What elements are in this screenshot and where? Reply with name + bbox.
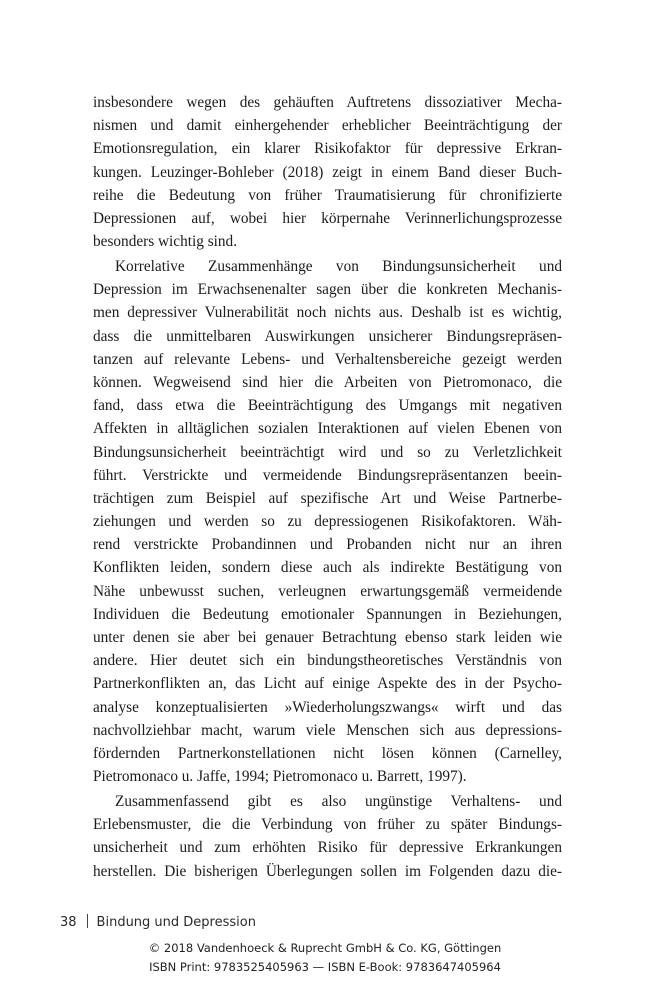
text-line: Depression im Erwachsenenalter sagen über die konkreten Mechanis- bbox=[93, 281, 562, 299]
text-line: insbesondere wegen des gehäuften Auftretens dissoziativer Mecha- bbox=[93, 94, 562, 111]
text-line: Konflikten leiden, sondern diese auch als indirekte Bestätigung von bbox=[93, 559, 562, 577]
text-line: ziehungen und werden so zu depressiogenen Risikofaktoren. Wäh- bbox=[93, 513, 562, 531]
text-line: Nähe unbewusst suchen, verleugnen erwartungsgemäß vermeidende bbox=[93, 582, 562, 600]
text-line: andere. Hier deutet sich ein bindungstheoretisches Verständnis von bbox=[93, 652, 562, 670]
text-line: dass die unmittelbaren Auswirkungen unsicherer Bindungsrepräsen- bbox=[93, 327, 562, 345]
text-line: analyse konzeptualisierten »Wiederholungszwangs« wirft und das bbox=[93, 698, 562, 716]
text-line: fand, dass etwa die Beeinträchtigung des Umgangs mit negativen bbox=[93, 397, 562, 415]
footer-divider bbox=[87, 914, 88, 928]
paragraph-2 bbox=[93, 255, 562, 788]
text-line: kungen. Leuzinger-Bohleber (2018) zeigt in einem Band dieser Buch- bbox=[93, 163, 562, 181]
text-line: Zusammenfassend gibt es also ungünstige Verhaltens- und bbox=[115, 793, 562, 810]
text-line: unsicherheit und zum erhöhten Risiko für depressive Erkrankungen bbox=[93, 839, 562, 857]
text-line: besonders wichtig sind. bbox=[93, 233, 238, 251]
text-line: men depressiver Vulnerabilität noch nichts aus. Deshalb ist es wichtig, bbox=[93, 304, 562, 322]
text-line: rend verstrickte Probandinnen und Probanden nicht nur an ihren bbox=[93, 536, 562, 554]
paragraph-3 bbox=[93, 790, 562, 883]
text-line: Bindungsunsicherheit beeinträchtigt wird und so zu Verletzlichkeit bbox=[93, 443, 562, 461]
text-line: nismen und damit einhergehender erheblicher Beeinträchtigung der bbox=[93, 117, 562, 135]
text-line: Affekten in alltäglichen sozialen Interaktionen auf vielen Ebenen von bbox=[93, 420, 562, 438]
text-line: Depressionen auf, wobei hier körpernahe Verinnerlichungsprozesse bbox=[93, 209, 562, 227]
text-line: können. Wegweisend sind hier die Arbeiten von Pietromonaco, die bbox=[93, 373, 562, 391]
text-line: trächtigen zum Beispiel auf spezifische Art und Weise Partnerbe- bbox=[93, 489, 562, 507]
copyright-notice: © 2018 Vandenhoeck & Ruprecht GmbH & Co. KG, Göttingen bbox=[148, 941, 502, 955]
text-line: nachvollziehbar macht, warum viele Menschen sich aus depressions- bbox=[93, 721, 562, 739]
paragraph-1 bbox=[93, 91, 562, 253]
text-line: herstellen. Die bisherigen Überlegungen sollen im Folgenden dazu die- bbox=[93, 862, 562, 880]
text-line: tanzen auf relevante Lebens- und Verhaltensbereiche gezeigt werden bbox=[93, 350, 562, 368]
text-line: unter denen sie aber bei genauer Betrachtung ebenso stark leiden wie bbox=[93, 629, 562, 646]
page-number: 38 bbox=[60, 915, 77, 930]
text-line: Erlebensmuster, die die Verbindung von früher zu später Bindungs- bbox=[93, 816, 562, 834]
text-line: reihe die Bedeutung von früher Traumatisierung für chronifizierte bbox=[93, 186, 562, 204]
running-title: Bindung und Depression bbox=[96, 915, 256, 930]
text-line: Pietromonaco u. Jaffe, 1994; Pietromonaco u. Barrett, 1997). bbox=[93, 768, 467, 786]
text-line: Emotionsregulation, ein klarer Risikofaktor für depressive Erkran- bbox=[93, 140, 562, 158]
text-line: Korrelative Zusammenhänge von Bindungsunsicherheit und bbox=[115, 258, 562, 275]
text-line: Individuen die Bedeutung emotionaler Spannungen in Beziehungen, bbox=[93, 605, 562, 623]
text-line: Partnerkonflikten an, das Licht auf einige Aspekte des in der Psycho- bbox=[93, 675, 562, 693]
page-footer bbox=[60, 914, 256, 930]
isbn-notice: ISBN Print: 9783525405963 — ISBN E-Book: 9783647405964 bbox=[149, 960, 501, 974]
text-line: führt. Verstrickte und vermeidende Bindungsrepräsentanzen beein- bbox=[93, 466, 562, 484]
text-line: fördernden Partnerkonstellationen nicht lösen können (Carnelley, bbox=[93, 744, 562, 762]
